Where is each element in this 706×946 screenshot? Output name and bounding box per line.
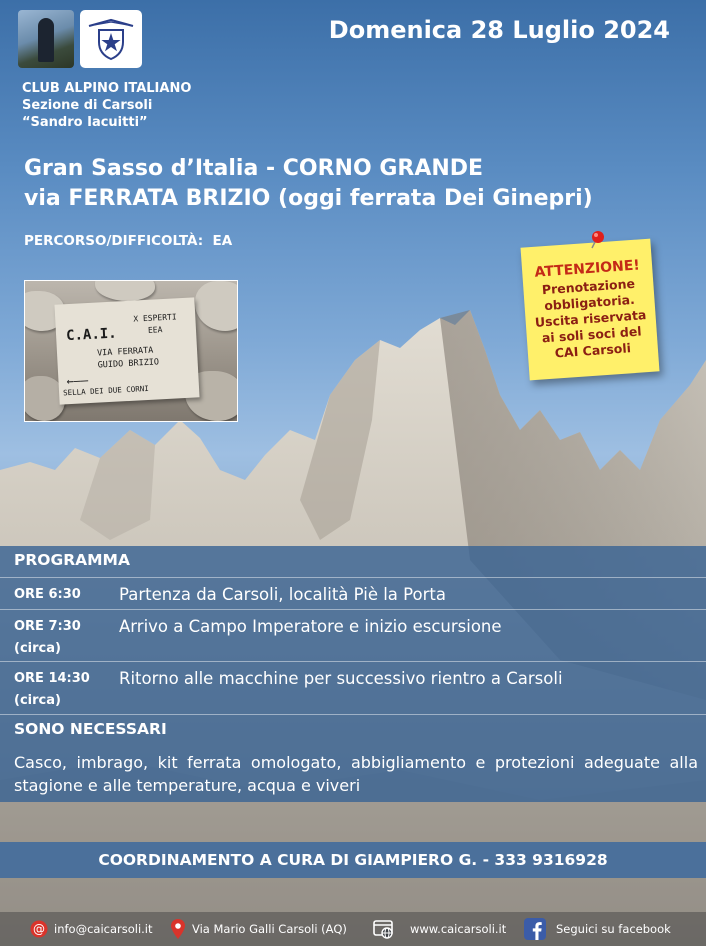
sign-line6: SELLA DEI DUE CORNI: [62, 383, 150, 398]
event-title: [24, 154, 593, 214]
programma-heading: PROGRAMMA: [14, 551, 130, 569]
email-icon: [30, 920, 48, 938]
facebook-text[interactable]: Seguici su facebook: [556, 922, 671, 936]
club-dedication: “Sandro Iacuitti”: [22, 115, 148, 130]
email-text[interactable]: info@caicarsoli.it: [54, 922, 153, 936]
club-section: Sezione di Carsoli: [22, 98, 153, 113]
schedule-description: Arrivo a Campo Imperatore e inizio escursione: [119, 617, 502, 636]
sign-arrow-icon: ←——: [66, 373, 89, 389]
attention-title: ATTENZIONE!: [534, 256, 641, 281]
schedule-description: Ritorno alle macchine per successivo rientro a Carsoli: [119, 669, 563, 688]
sign-line5: GUIDO BRIZIO: [97, 357, 160, 371]
attention-line2: obbligatoria.: [543, 291, 636, 313]
footer-facebook[interactable]: [524, 912, 671, 946]
difficulty-line: [24, 233, 232, 249]
trail-sign-stone: [54, 297, 199, 404]
footer-email[interactable]: [30, 912, 153, 946]
necessari-heading: SONO NECESSARI: [14, 720, 167, 738]
sign-line2: X ESPERTI: [133, 312, 177, 324]
sign-line1: C.A.I.: [65, 325, 118, 345]
cai-emblem-icon: [86, 16, 136, 62]
logo-group: [18, 10, 142, 68]
schedule-time: ORE 14:30 (circa): [14, 671, 90, 708]
necessari-text: Casco, imbrago, kit ferrata omologato, abbigliamento e protezioni adeguate alla stagione e alle temperature, acqua e viveri: [14, 753, 698, 795]
schedule-row: [0, 661, 706, 715]
club-info: [22, 80, 191, 131]
trail-sign-photo: [24, 280, 238, 422]
club-name: CLUB ALPINO ITALIANO: [22, 81, 192, 96]
schedule-time-note: (circa): [14, 641, 61, 656]
attention-line4: ai soli soci del: [541, 322, 643, 345]
event-date: Domenica 28 Luglio 2024: [328, 16, 670, 44]
push-pin-icon: [587, 230, 607, 250]
attention-line1: Prenotazione: [541, 275, 636, 297]
svg-text:@: @: [33, 922, 45, 936]
sign-line3: EEA: [147, 325, 163, 335]
footer: [0, 912, 706, 946]
schedule-description: Partenza da Carsoli, località Piè la Porta: [119, 585, 446, 604]
location-pin-icon: [170, 918, 186, 940]
schedule-time: ORE 7:30 (circa): [14, 619, 81, 656]
coordination-text: COORDINAMENTO A CURA DI GIAMPIERO G. - 333 9316928: [98, 851, 608, 869]
website-text[interactable]: www.caicarsoli.it: [410, 922, 507, 936]
attention-note: [521, 239, 660, 381]
cai-logo: [80, 10, 142, 68]
event-title-line1: Gran Sasso d’Italia - CORNO GRANDE: [24, 156, 484, 181]
footer-address: [170, 912, 347, 946]
web-icon: [372, 917, 396, 941]
coordination-bar: [0, 842, 706, 878]
event-title-line2: via FERRATA BRIZIO (oggi ferrata Dei Ginepri): [24, 186, 593, 211]
difficulty-value: EA: [212, 233, 233, 249]
schedule-time-note: (circa): [14, 693, 61, 708]
schedule-row: [0, 609, 706, 662]
statue-photo-logo: [18, 10, 74, 68]
schedule-time: ORE 6:30: [14, 587, 81, 602]
address-text: Via Mario Galli Carsoli (AQ): [192, 922, 347, 936]
schedule-row: [0, 577, 706, 610]
attention-line5: CAI Carsoli: [554, 339, 632, 361]
sign-line4: VIA FERRATA: [96, 345, 154, 359]
footer-website[interactable]: [372, 912, 506, 946]
facebook-icon: [524, 918, 546, 940]
difficulty-label: PERCORSO/DIFFICOLTÀ:: [24, 233, 204, 249]
attention-line3: Uscita riservata: [534, 306, 647, 330]
